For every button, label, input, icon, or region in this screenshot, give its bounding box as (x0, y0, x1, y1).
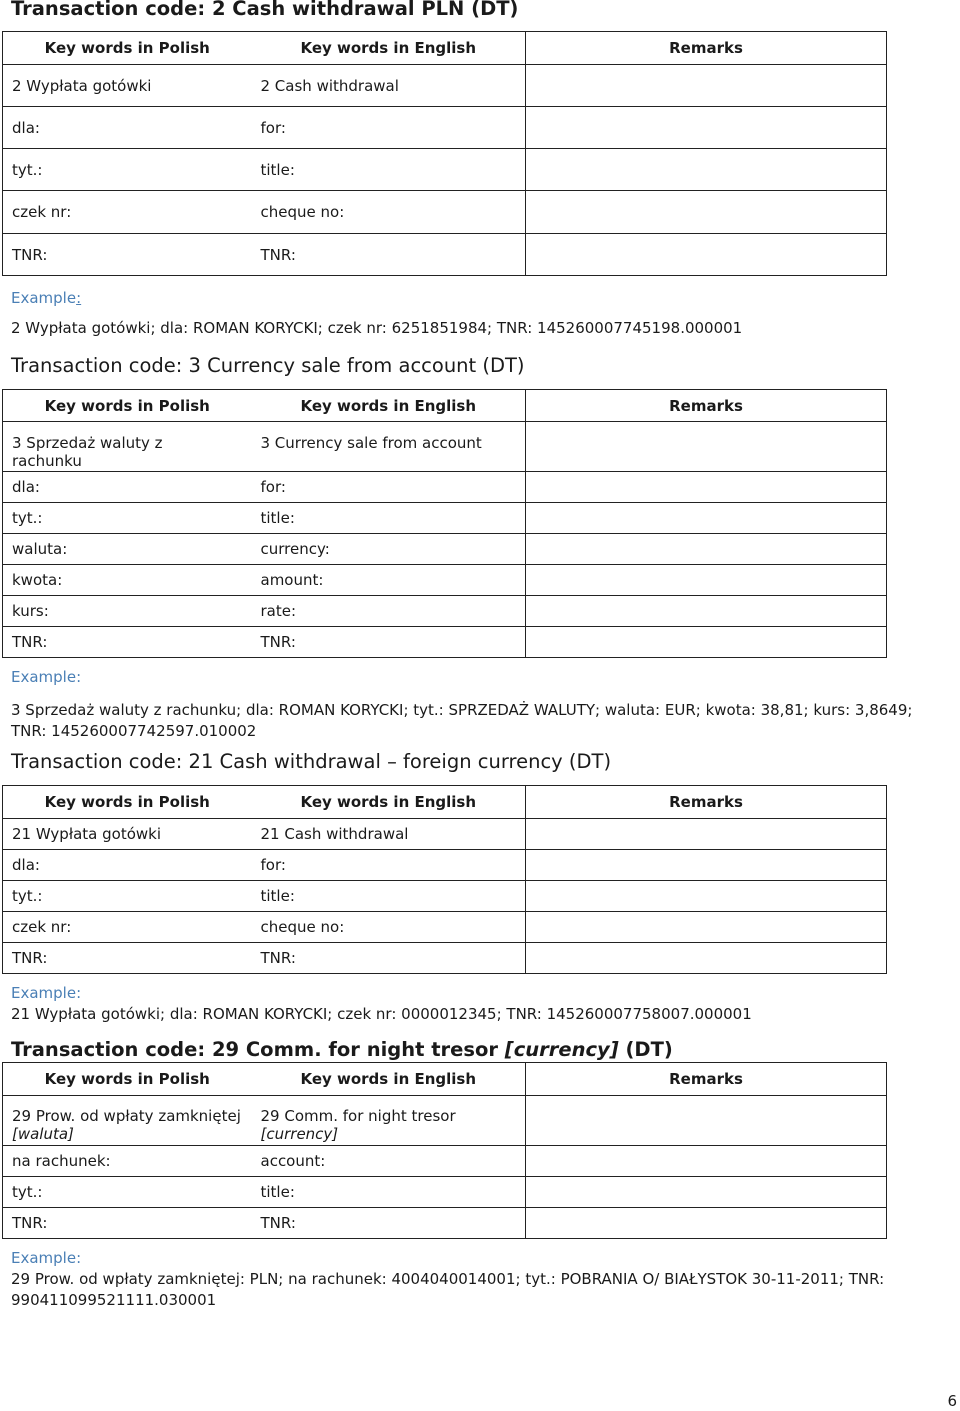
section-title: Transaction code: 21 Cash withdrawal – foreign currency (DT) (11, 750, 612, 773)
english-keyword: for: (252, 472, 526, 503)
remarks-cell (526, 596, 887, 627)
header-remarks: Remarks (526, 786, 887, 819)
section-title: Transaction code: 3 Currency sale from account (DT) (11, 354, 525, 377)
polish-keyword: czek nr: (3, 912, 252, 943)
english-keyword: title: (252, 149, 526, 191)
polish-keyword: waluta: (3, 534, 252, 565)
header-english: Key words in English (252, 1063, 526, 1096)
polish-keyword: dla: (3, 107, 252, 149)
remarks-cell (526, 149, 887, 191)
polish-keyword: dla: (3, 472, 252, 503)
english-keyword: TNR: (252, 1208, 526, 1239)
polish-keyword: 2 Wypłata gotówki (3, 65, 252, 107)
example-label: Example: (11, 289, 82, 307)
english-keyword: TNR: (252, 234, 526, 276)
polish-keyword: TNR: (3, 1208, 252, 1239)
polish-keyword: na rachunek: (3, 1146, 252, 1177)
polish-keyword: kwota: (3, 565, 252, 596)
remarks-cell (526, 881, 887, 912)
polish-keyword: tyt.: (3, 1177, 252, 1208)
polish-keyword: 21 Wypłata gotówki (3, 819, 252, 850)
keywords-table (2, 389, 887, 658)
keywords-table (2, 1062, 887, 1239)
polish-keyword: tyt.: (3, 881, 252, 912)
english-keyword: cheque no: (252, 191, 526, 234)
header-polish: Key words in Polish (3, 32, 252, 65)
english-keyword: 3 Currency sale from account (252, 422, 526, 472)
example-label: Example: (11, 1249, 82, 1267)
header-remarks: Remarks (526, 32, 887, 65)
section-title: Transaction code: 2 Cash withdrawal PLN (DT) (11, 0, 519, 20)
header-polish: Key words in Polish (3, 786, 252, 819)
example-text: 29 Prow. od wpłaty zamkniętej: PLN; na rachunek: 4004040014001; tyt.: POBRANIA O/ BIAŁYSTOK 30-11-2011; TNR: 990411099521111.030001 (11, 1270, 885, 1309)
header-remarks: Remarks (526, 390, 887, 422)
remarks-cell (526, 943, 887, 974)
remarks-cell (526, 422, 887, 472)
polish-keyword: kurs: (3, 596, 252, 627)
polish-keyword: dla: (3, 850, 252, 881)
english-keyword: for: (252, 107, 526, 149)
header-english: Key words in English (252, 390, 526, 422)
example-text: 3 Sprzedaż waluty z rachunku; dla: ROMAN KORYCKI; tyt.: SPRZEDAŻ WALUTY; waluta: EUR; kwota: 38,81; kurs: 3,8649; TNR: 145260007742597.010002 (11, 701, 913, 740)
remarks-cell (526, 191, 887, 234)
remarks-cell (526, 534, 887, 565)
polish-keyword: TNR: (3, 627, 252, 658)
remarks-cell (526, 565, 887, 596)
polish-keyword: 29 Prow. od wpłaty zamkniętej [waluta] (3, 1096, 252, 1146)
english-keyword: 2 Cash withdrawal (252, 65, 526, 107)
english-keyword: 29 Comm. for night tresor [currency] (252, 1096, 526, 1146)
keywords-table (2, 785, 887, 974)
page-number: 6 (947, 1392, 957, 1410)
keywords-table (2, 31, 887, 276)
remarks-cell (526, 503, 887, 534)
remarks-cell (526, 234, 887, 276)
header-english: Key words in English (252, 786, 526, 819)
header-english: Key words in English (252, 32, 526, 65)
example-text: 2 Wypłata gotówki; dla: ROMAN KORYCKI; czek nr: 6251851984; TNR: 145260007745198.000001 (11, 319, 743, 337)
english-keyword: rate: (252, 596, 526, 627)
header-remarks: Remarks (526, 1063, 887, 1096)
remarks-cell (526, 65, 887, 107)
english-keyword: cheque no: (252, 912, 526, 943)
english-keyword: title: (252, 1177, 526, 1208)
header-polish: Key words in Polish (3, 1063, 252, 1096)
polish-keyword: 3 Sprzedaż waluty z rachunku (3, 422, 252, 472)
english-keyword: title: (252, 881, 526, 912)
english-keyword: TNR: (252, 627, 526, 658)
remarks-cell (526, 472, 887, 503)
remarks-cell (526, 819, 887, 850)
example-label: Example: (11, 668, 82, 686)
polish-keyword: czek nr: (3, 191, 252, 234)
remarks-cell (526, 1146, 887, 1177)
polish-keyword: TNR: (3, 943, 252, 974)
english-keyword: amount: (252, 565, 526, 596)
remarks-cell (526, 912, 887, 943)
english-keyword: for: (252, 850, 526, 881)
polish-keyword: tyt.: (3, 149, 252, 191)
header-polish: Key words in Polish (3, 390, 252, 422)
english-keyword: account: (252, 1146, 526, 1177)
example-label: Example: (11, 984, 82, 1002)
english-keyword: 21 Cash withdrawal (252, 819, 526, 850)
polish-keyword: TNR: (3, 234, 252, 276)
remarks-cell (526, 107, 887, 149)
english-keyword: title: (252, 503, 526, 534)
english-keyword: TNR: (252, 943, 526, 974)
remarks-cell (526, 1177, 887, 1208)
example-text: 21 Wypłata gotówki; dla: ROMAN KORYCKI; czek nr: 0000012345; TNR: 145260007758007.000001 (11, 1005, 752, 1023)
polish-keyword: tyt.: (3, 503, 252, 534)
english-keyword: currency: (252, 534, 526, 565)
remarks-cell (526, 1096, 887, 1146)
remarks-cell (526, 850, 887, 881)
remarks-cell (526, 627, 887, 658)
remarks-cell (526, 1208, 887, 1239)
section-title: Transaction code: 29 Comm. for night tresor [currency] (DT) (11, 1038, 673, 1061)
